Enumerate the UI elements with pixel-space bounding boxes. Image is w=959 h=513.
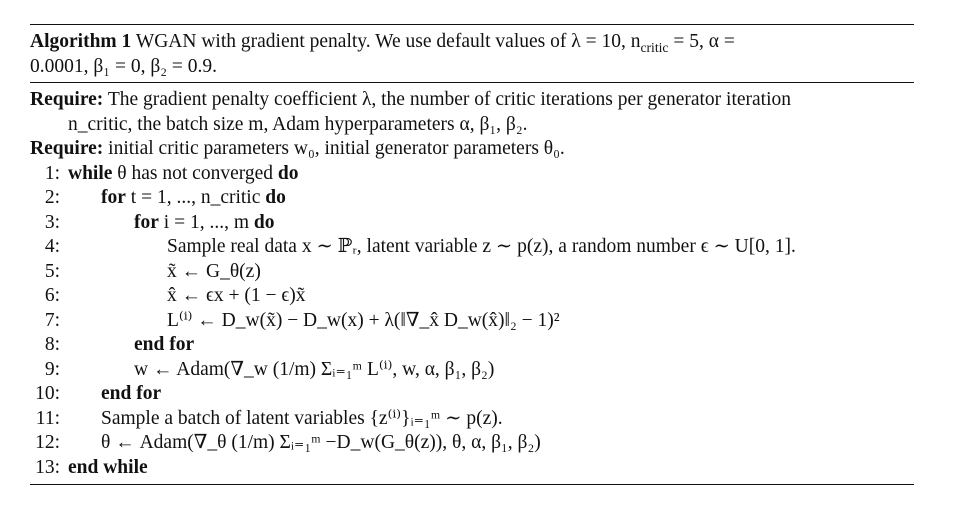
line-content — [167, 309, 560, 334]
keyword: end while — [68, 456, 148, 478]
line-number: 6: — [44, 285, 60, 306]
keyword: do — [277, 162, 299, 184]
algorithm-body — [30, 83, 914, 484]
caption-sub-critic: critic — [640, 39, 669, 55]
line-number: 2: — [44, 187, 60, 208]
algorithm-label: Algorithm 1 — [30, 31, 132, 52]
require-1-line1: The gradient penalty coefficient λ, the number of critic iterations per generator iteration — [107, 89, 792, 110]
line-number: 12: — [35, 432, 60, 453]
algorithm-line — [30, 456, 914, 481]
line-number: 7: — [44, 309, 60, 331]
algorithm-line — [30, 235, 914, 260]
keyword: do — [253, 211, 275, 233]
line-text: L⁽ⁱ⁾ ← D_w(x̃) − D_w(x) + λ(‖∇_x̂ D_w(x̂)‖₂ − 1)² — [167, 309, 560, 331]
line-number: 3: — [44, 211, 60, 233]
line-text: w ← Adam(∇_w (1/m) Σᵢ₌₁ᵐ L⁽ⁱ⁾, w, α, β₁, β₂) — [134, 358, 495, 380]
line-text: θ has not converged — [112, 162, 278, 184]
line-number: 11: — [35, 407, 60, 429]
bottom-rule — [30, 484, 914, 485]
line-content — [68, 162, 299, 187]
line-content — [134, 333, 194, 358]
keyword: do — [265, 187, 286, 208]
line-number: 13: — [35, 456, 60, 478]
require-2 — [30, 137, 914, 162]
require-1-line2: n_critic, the batch size m, Adam hyperparameters α, β₁, β₂. — [68, 113, 528, 135]
keyword: end for — [101, 383, 162, 404]
require-keyword: Require: — [30, 138, 104, 159]
line-content — [167, 284, 306, 309]
line-content — [167, 260, 261, 285]
line-text: x̃ ← G_θ(z) — [167, 260, 261, 282]
algorithm-line — [30, 186, 914, 211]
algorithm-lines — [30, 162, 914, 481]
line-text: t = 1, ..., n_critic — [125, 187, 266, 208]
line-content — [101, 186, 286, 211]
caption-text-2: 0.0001, β₁ = 0, β₂ = 0.9. — [30, 55, 218, 77]
algorithm-line — [30, 260, 914, 285]
line-number: 1: — [44, 162, 60, 184]
algorithm-line — [30, 358, 914, 383]
require-1 — [30, 88, 914, 113]
algorithm-line — [30, 382, 914, 407]
line-number: 5: — [44, 260, 60, 282]
line-number: 8: — [44, 334, 60, 355]
algorithm-box — [30, 24, 914, 485]
line-text: Sample a batch of latent variables {z⁽ⁱ⁾}ᵢ₌₁ᵐ ∼ p(z). — [101, 407, 503, 429]
line-text: θ ← Adam(∇_θ (1/m) Σᵢ₌₁ᵐ −D_w(G_θ(z)), θ, α, β₁, β₂) — [101, 432, 541, 453]
algorithm-line — [30, 162, 914, 187]
line-text: x̂ ← ϵx + (1 − ϵ)x̃ — [167, 285, 306, 306]
algorithm-line — [30, 284, 914, 309]
line-number: 9: — [44, 358, 60, 380]
line-content — [134, 211, 274, 236]
require-keyword: Require: — [30, 89, 104, 110]
line-text: Sample real data x ∼ ℙᵣ, latent variable z ∼ p(z), a random number ϵ ∼ U[0, 1]. — [167, 236, 796, 257]
caption-text-1b: = 5, α = — [668, 31, 735, 52]
algorithm-line — [30, 211, 914, 236]
algorithm-line — [30, 309, 914, 334]
algorithm-line — [30, 431, 914, 456]
algorithm-line — [30, 333, 914, 358]
line-content — [167, 235, 796, 260]
line-number: 10: — [35, 383, 60, 404]
keyword: end for — [134, 334, 195, 355]
line-content — [68, 456, 148, 481]
algorithm-line — [30, 407, 914, 432]
keyword: for — [134, 211, 159, 233]
algorithm-caption — [30, 25, 914, 82]
line-number: 4: — [44, 236, 60, 257]
line-content — [134, 358, 494, 383]
line-content — [101, 431, 541, 456]
caption-text-1: WGAN with gradient penalty. We use default values of λ = 10, n — [135, 31, 641, 52]
line-content — [101, 407, 503, 432]
require-2-line1: initial critic parameters w₀, initial generator parameters θ₀. — [108, 138, 565, 159]
keyword: while — [68, 162, 113, 184]
line-text: i = 1, ..., m — [158, 211, 254, 233]
line-content — [101, 382, 161, 407]
keyword: for — [101, 187, 126, 208]
